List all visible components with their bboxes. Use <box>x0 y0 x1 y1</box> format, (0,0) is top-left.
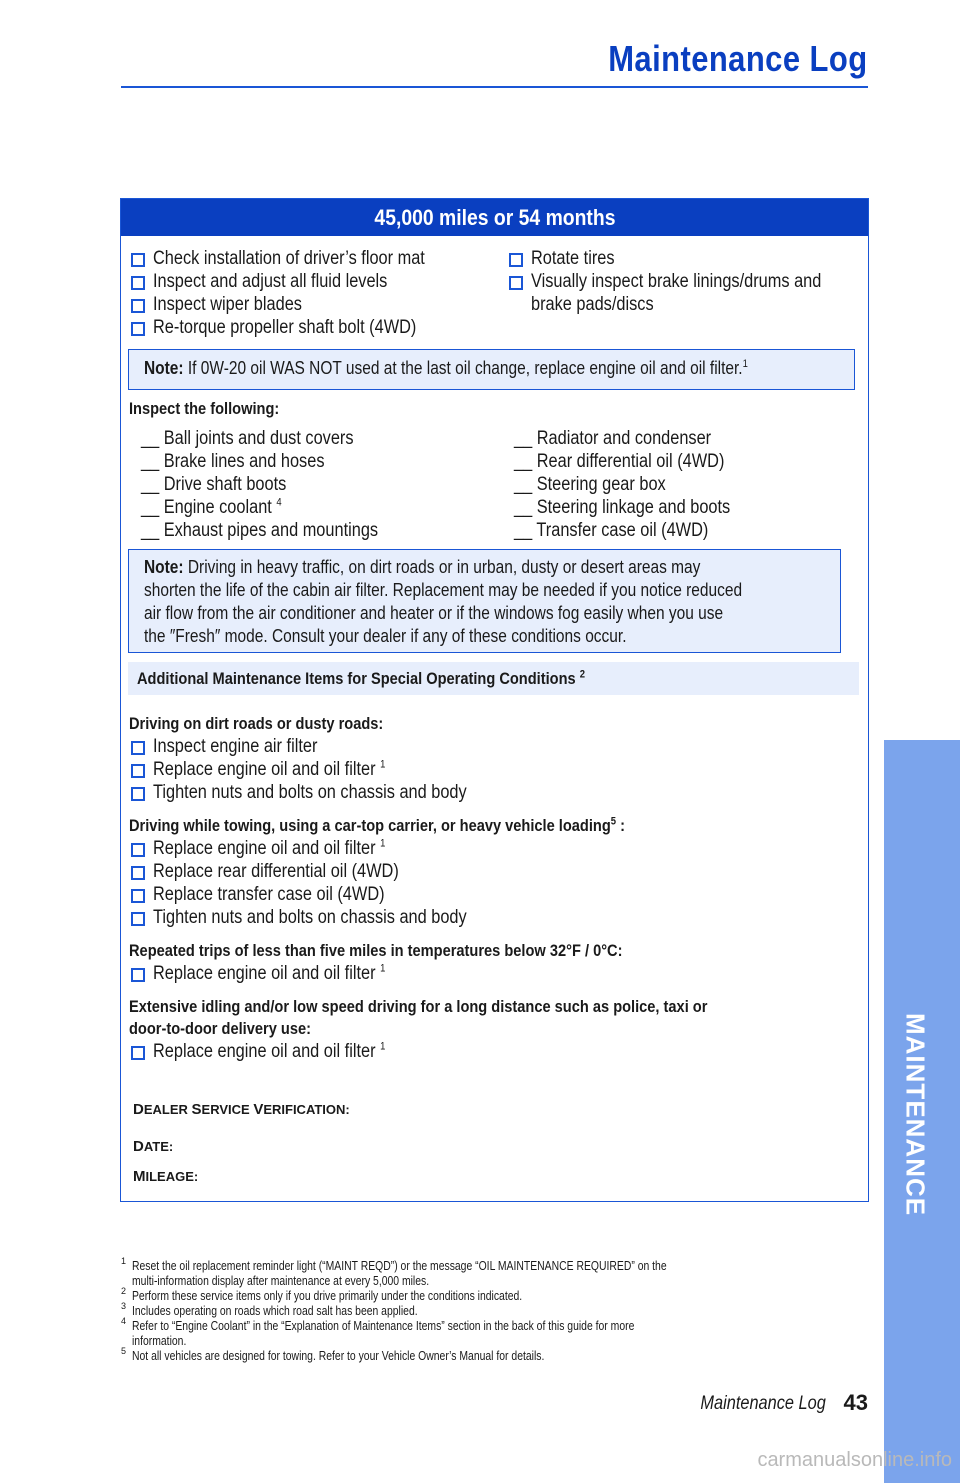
dealer-verification-field[interactable]: DEALER SERVICE VERIFICATION: <box>133 1101 350 1118</box>
checkbox[interactable] <box>131 866 145 880</box>
checkbox[interactable] <box>131 741 145 755</box>
note-text: If 0W-20 oil WAS NOT used at the last oil change, replace engine oil and oil filter. <box>187 358 743 378</box>
page-number: 43 <box>843 1390 868 1415</box>
footnote-ref: 4 <box>276 496 282 509</box>
footnote-ref: 1 <box>380 962 386 975</box>
checklist-item: Replace engine oil and oil filter $^1$ <box>129 1040 859 1063</box>
inspection-item: __ Rear differential oil (4WD) <box>514 451 725 472</box>
condition-heading: Driving while towing, using a car-top carrier, or heavy vehicle loading$^5$ : <box>129 815 625 835</box>
footnote: 3 Includes operating on roads which road salt has been applied. <box>121 1301 418 1318</box>
footer-section-label: Maintenance Log <box>700 1393 826 1414</box>
footnote-ref: 5 <box>610 815 617 828</box>
checklist-item: Inspect engine air filter <box>129 735 859 758</box>
mileage-field[interactable]: MILEAGE: <box>133 1168 199 1185</box>
checklist-item: Replace engine oil and oil filter $^1$ <box>129 837 859 860</box>
checklist-item: Inspect and adjust all fluid levels <box>131 270 469 293</box>
short-trips-group <box>129 940 859 985</box>
checkbox[interactable] <box>131 253 145 267</box>
checklist-item: Tighten nuts and bolts on chassis and body <box>129 906 859 929</box>
checkbox[interactable] <box>131 1046 145 1060</box>
inspection-right-column <box>514 427 765 542</box>
checklist-item: Inspect wiper blades <box>131 293 469 316</box>
checklist-item: Replace engine oil and oil filter $^1$ <box>129 758 859 781</box>
cabin-filter-note: Note: Driving in heavy traffic, on dirt roads or in urban, dusty or desert areas may shorten the life of the cabin air filter. Replacement may be needed if you notice reduced air flow from the air conditioner and heater or if the windows fog easily when you use the ″Fresh″ mode. Consult your dealer if any of these conditions occur. <box>128 549 841 653</box>
checkbox[interactable] <box>131 787 145 801</box>
inspection-item: __ Steering gear box <box>514 474 666 495</box>
checkbox[interactable] <box>131 276 145 290</box>
interval-title: 45,000 miles or 54 months <box>373 204 616 230</box>
inspection-left-column <box>141 427 417 542</box>
checkbox[interactable] <box>131 764 145 778</box>
special-conditions <box>129 713 859 1074</box>
towing-group <box>129 815 859 929</box>
note-label: Note: <box>144 358 184 378</box>
date-field[interactable]: DATE: <box>133 1138 174 1155</box>
title-divider <box>121 86 868 88</box>
checklist-item: Tighten nuts and bolts on chassis and body <box>129 781 859 804</box>
condition-heading: door-to-door delivery use: <box>129 1019 311 1038</box>
footnote-ref: 2 <box>579 668 585 681</box>
footnote: 1 Reset the oil replacement reminder light (“MAINT REQD”) or the message “OIL MAINTENANCE REQUIRED” on the multi-information display after maintenance at every 5,000 miles. <box>121 1256 667 1288</box>
checklist-item: Check installation of driver’s floor mat <box>131 247 469 270</box>
inspection-item: __ Engine coolant $^4$ <box>141 496 282 518</box>
footnote: 4 Refer to “Engine Coolant” in the “Explanation of Maintenance Items” section in the back of this guide for more information. <box>121 1316 635 1348</box>
checkbox[interactable] <box>131 912 145 926</box>
checkbox[interactable] <box>131 889 145 903</box>
checklist-item: Replace rear differential oil (4WD) <box>129 860 859 883</box>
checklist-item: Visually inspect brake linings/drums and <box>509 270 869 293</box>
condition-heading: Driving on dirt roads or dusty roads: <box>129 714 384 733</box>
checklist-item: Replace engine oil and oil filter $^1$ <box>129 962 859 985</box>
checklist-item-continuation: brake pads/discs <box>531 294 654 315</box>
maintenance-interval-box <box>120 198 869 1202</box>
interval-header <box>121 199 868 236</box>
checklist-item: Replace transfer case oil (4WD) <box>129 883 859 906</box>
checklist-left-column <box>131 247 469 339</box>
inspection-item: __ Radiator and condenser <box>514 428 712 449</box>
inspection-item: __ Drive shaft boots <box>141 474 287 495</box>
checkbox[interactable] <box>131 322 145 336</box>
inspect-heading: Inspect the following: <box>129 399 280 418</box>
page-title: Maintenance Log <box>608 38 868 79</box>
footnote-ref: 1 <box>380 1040 386 1053</box>
additional-items-heading: Additional Maintenance Items for Special Operating Conditions $^2$ <box>128 662 859 695</box>
footnote-ref: 1 <box>380 837 386 850</box>
checkbox[interactable] <box>131 843 145 857</box>
dirt-roads-group <box>129 713 859 804</box>
idling-group <box>129 996 859 1063</box>
checklist-item: Rotate tires <box>509 247 869 270</box>
section-side-tab-label: MAINTENANCE <box>900 1013 931 1217</box>
condition-heading: Extensive idling and/or low speed driving for a long distance such as police, taxi or <box>129 997 708 1016</box>
footnotes <box>121 1258 861 1363</box>
checkbox[interactable] <box>509 276 523 290</box>
footnote: 2 Perform these service items only if you drive primarily under the conditions indicated. <box>121 1286 523 1303</box>
inspection-item: __ Ball joints and dust covers <box>141 428 354 449</box>
checkbox[interactable] <box>131 968 145 982</box>
inspection-item: __ Exhaust pipes and mountings <box>141 520 379 541</box>
checklist-item: Re-torque propeller shaft bolt (4WD) <box>131 316 469 339</box>
footnote-ref: 1 <box>742 358 748 370</box>
footnote: 5 Not all vehicles are designed for towing. Refer to your Vehicle Owner’s Manual for details. <box>121 1346 545 1363</box>
inspection-item: __ Steering linkage and boots <box>514 497 731 518</box>
checkbox[interactable] <box>131 299 145 313</box>
checkbox[interactable] <box>509 253 523 267</box>
inspection-item: __ Brake lines and hoses <box>141 451 325 472</box>
inspection-item: __ Transfer case oil (4WD) <box>514 520 709 541</box>
watermark: carmanualsonline.info <box>757 1449 952 1471</box>
footnote-ref: 1 <box>380 758 386 771</box>
oil-note <box>128 349 855 390</box>
note-label: Note: <box>144 557 184 577</box>
checklist-right-column <box>509 247 869 316</box>
condition-heading: Repeated trips of less than five miles in temperatures below 32°F / 0°C: <box>129 941 623 960</box>
